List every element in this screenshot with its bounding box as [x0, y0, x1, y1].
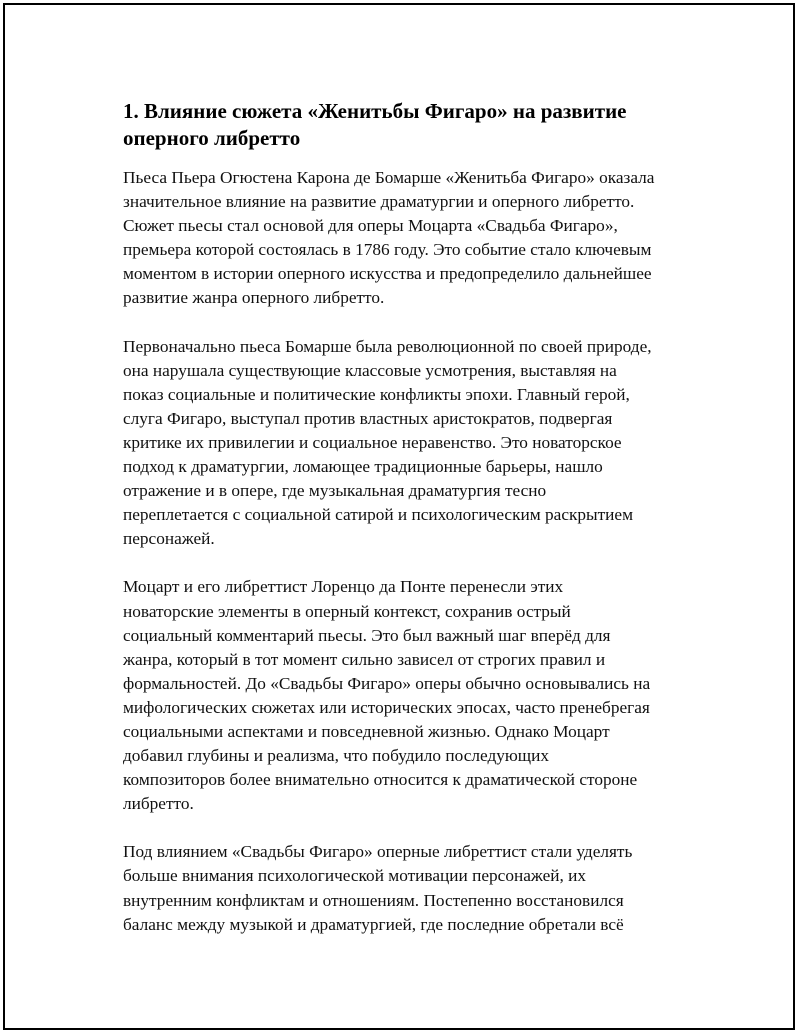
paragraph-3: Моцарт и его либреттист Лоренцо да Понте перенесли этих новаторские элементы в оперный контекст, сохранив острый социальный комментарий пьесы. Это был важный шаг вперёд для жанра, который в тот момент сильно зависел от строгих правил и формальностей. До «Свадьбы Фигаро» оперы обычно основывались на мифологических сюжетах или исторических эпосах, часто пренебрегая социальными аспектами и повседневной жизнью. Однако Моцарт добавил глубины и реализма, что побудило последующих композиторов более внимательно относится к драматической стороне либретто.	[123, 577, 651, 814]
page-frame	[3, 3, 795, 1030]
paragraph-1: Пьеса Пьера Огюстена Карона де Бомарше «Женитьба Фигаро» оказала значительное влияние на развитие драматургии и оперного либретто. Сюжет пьесы стал основой для оперы Моцарта «Свадьба Фигаро», премьера которой состоялась в 1786 году. Это событие стало ключевым моментом в истории оперного искусства и предопределило дальнейшее развитие жанра оперного либретто.	[123, 168, 655, 308]
document-body	[123, 98, 703, 961]
paragraph-2: Первоначально пьеса Бомарше была революционной по своей природе, она нарушала существующие классовые усмотрения, выставляя на показ социальные и политические конфликты эпохи. Главный герой, слуга Фигаро, выступал против властных аристократов, подвергая критике их привилегии и социальное неравенство. Это новаторское подход к драматургии, ломающее традиционные барьеры, нашло отражение и в опере, где музыкальная драматургия тесно переплетается с социальной сатирой и психологическим раскрытием персонажей.	[123, 336, 652, 549]
section-heading: 1. Влияние сюжета «Женитьбы Фигаро» на развитие оперного либретто	[123, 99, 627, 150]
paragraph-4: Под влиянием «Свадьбы Фигаро» оперные либреттист стали уделять больше внимания психологической мотивации персонажей, их внутренним конфликтам и отношениям. Постепенно восстановился баланс между музыкой и драматургией, где последние обретали всё	[123, 842, 633, 934]
